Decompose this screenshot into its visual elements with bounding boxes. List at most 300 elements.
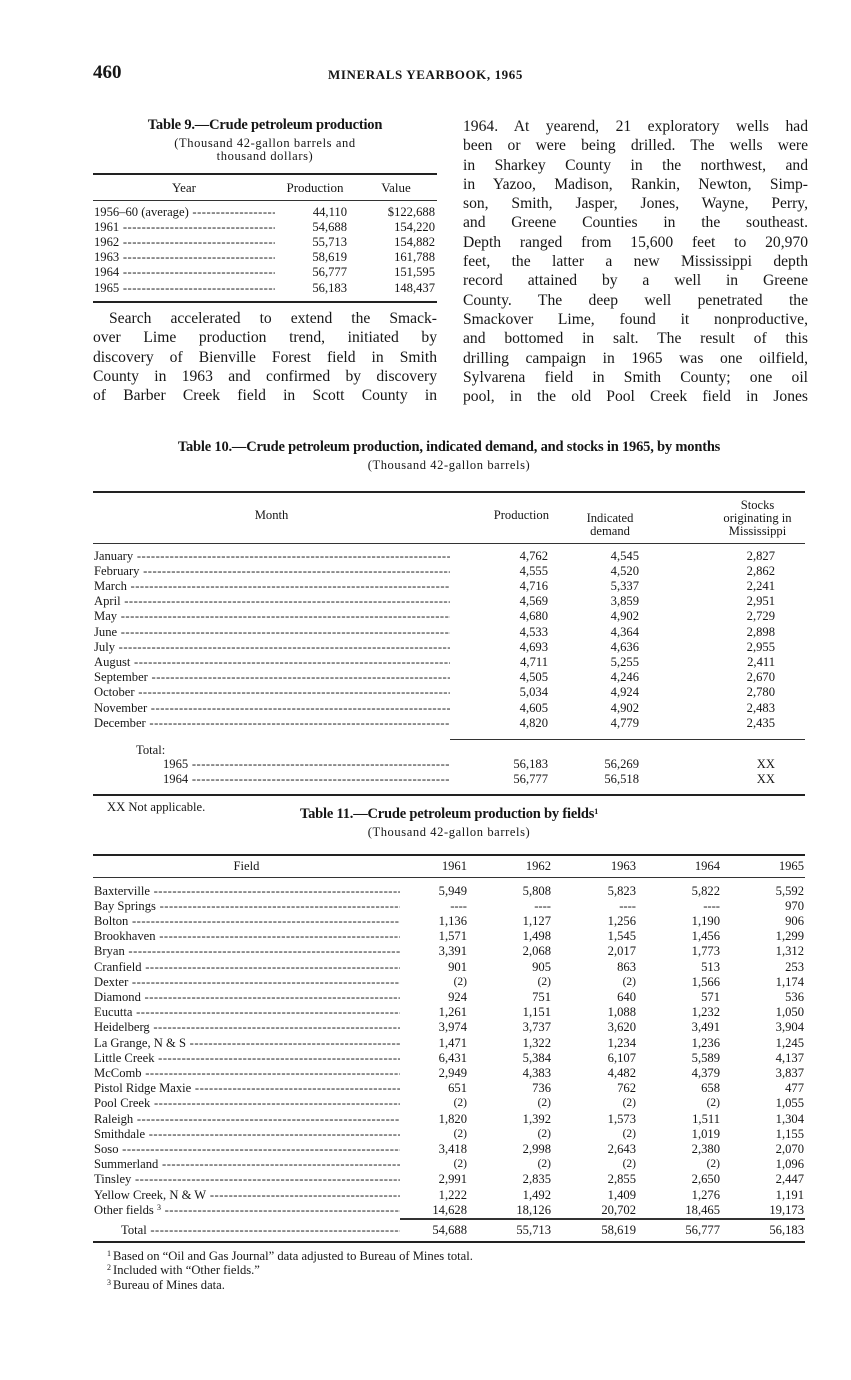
col-header-1964: 1964	[694, 858, 720, 873]
running-title: MINERALS YEARBOOK, 1965	[328, 67, 523, 82]
text-line: 1964. At yearend, 21 exploratory wells had	[463, 118, 808, 135]
table-row	[93, 1096, 805, 1111]
field-name: Dexter	[94, 974, 129, 989]
month-cell: November -----	[93, 701, 450, 716]
demand-cell: 3,859	[610, 594, 639, 609]
spacer	[93, 731, 450, 740]
value-cell-1964: 3,491	[691, 1020, 720, 1035]
table-9	[93, 117, 437, 303]
production-cell: 4,711	[520, 655, 548, 670]
footnote-ref-cell-1964: (2)	[706, 1158, 720, 1171]
table-row	[93, 1188, 805, 1203]
table-row	[93, 640, 805, 655]
value-cell-1962: 1,322	[522, 1035, 551, 1050]
table-row	[93, 757, 805, 772]
table-row	[93, 200, 437, 220]
value-cell: 161,788	[394, 250, 435, 265]
production-cell: 58,619	[312, 250, 347, 265]
value-cell-1961: 924	[448, 989, 467, 1004]
value-cell-1964: 1,236	[691, 1035, 720, 1050]
demand-cell: 4,779	[610, 715, 639, 730]
field-name: Raleigh	[94, 1111, 134, 1126]
table-10	[93, 439, 805, 814]
total-cell-1961: 54,688	[400, 1219, 468, 1238]
field-cell	[93, 1051, 400, 1066]
month-cell: July -----	[93, 640, 450, 655]
table-row	[93, 250, 437, 265]
table-10-subtitle: (Thousand 42-gallon barrels)	[367, 458, 531, 472]
footnote-ref-cell-1963: (2)	[622, 1158, 636, 1171]
value-cell-1963: 863	[617, 959, 636, 974]
text-line: Smackover Lime, found it nonproductive,	[463, 310, 808, 328]
production-cell: 44,110	[312, 204, 347, 219]
table-11	[93, 806, 805, 1292]
stocks-cell: 2,780	[746, 685, 775, 700]
year-cell: 1963 -----	[93, 250, 275, 265]
demand-cell: 4,902	[610, 700, 639, 715]
table-row	[93, 944, 805, 959]
value-cell-1965: 1,155	[775, 1126, 804, 1141]
value-cell-1965: 4,137	[775, 1050, 804, 1065]
table-row	[93, 235, 437, 250]
value-cell-1964: 658	[701, 1081, 720, 1096]
table-10-grid	[93, 491, 805, 788]
field-name: Diamond	[94, 989, 141, 1004]
value-cell-1965: 1,299	[775, 929, 804, 944]
value-cell-1965: 5,592	[775, 883, 804, 898]
value-cell-1963: 20,702	[601, 1202, 636, 1217]
table-9-subtitle-2: thousand dollars)	[216, 149, 314, 163]
production-cell: 4,716	[519, 579, 548, 594]
text-line: Depth ranged from 15,600 feet to 20,970	[463, 233, 808, 251]
field-cell	[93, 1172, 400, 1187]
table-row	[93, 1142, 805, 1157]
value-cell-1962: 751	[532, 989, 551, 1004]
value-cell-1962: 1,392	[522, 1111, 551, 1126]
production-cell: 56,777	[513, 772, 548, 787]
value-cell-1963: 640	[617, 989, 636, 1004]
table-row	[93, 716, 805, 731]
field-name: Summerland	[94, 1157, 159, 1172]
table-row	[93, 877, 805, 899]
production-cell: 4,693	[519, 639, 548, 654]
production-cell: 5,034	[519, 685, 548, 700]
value-cell-1965: 1,245	[775, 1035, 804, 1050]
value-cell: $122,688	[387, 204, 435, 219]
footnote-ref-cell-1961: (2)	[453, 975, 467, 988]
table-11-subtitle: (Thousand 42-gallon barrels)	[367, 825, 531, 839]
month-cell: February -----	[93, 564, 450, 579]
col-header-production: Production	[286, 179, 344, 195]
production-cell: 56,183	[513, 757, 548, 772]
table-row	[93, 609, 805, 624]
table-row	[93, 579, 805, 594]
stocks-header-line2: originating in	[723, 511, 792, 526]
month-cell: June -----	[93, 625, 450, 640]
value-cell-1962: 5,384	[522, 1050, 551, 1065]
value-cell-1965: 1,096	[775, 1157, 804, 1172]
col-header-field: Field	[233, 858, 260, 873]
value-cell-1963: ----	[619, 898, 636, 913]
col-header-demand	[550, 492, 640, 543]
col-header-1965: 1965	[778, 858, 804, 873]
footnote-ref-cell-1962: (2)	[537, 975, 551, 988]
value-cell-1964: 1,566	[691, 974, 720, 989]
footnote	[107, 1263, 805, 1277]
table-row	[93, 1081, 805, 1096]
text-line: County in 1963 and confirmed by discovery	[93, 367, 437, 385]
footnote-ref-cell-1962: (2)	[537, 1097, 551, 1110]
text-line: and Greene Counties in the southeast.	[463, 214, 808, 232]
value-cell-1964: 2,650	[691, 1172, 720, 1187]
text-line: County. The deep well penetrated the	[463, 291, 808, 309]
value-cell-1965: 906	[785, 913, 804, 928]
value-cell-1963: 4,482	[607, 1065, 636, 1080]
table-row	[93, 1172, 805, 1187]
text-line: of Barber Creek field in Scott County in	[93, 387, 437, 405]
table-9-grid	[93, 173, 437, 296]
value-cell-1962: 3,737	[522, 1020, 551, 1035]
production-cell: 56,777	[312, 265, 347, 280]
value-cell-1962: 18,126	[516, 1202, 551, 1217]
value-cell-1961: 651	[448, 1081, 467, 1096]
value-cell-1965: 19,173	[769, 1202, 804, 1217]
field-name: Bolton	[94, 913, 129, 928]
production-cell: 4,533	[519, 624, 548, 639]
production-cell: 54,688	[312, 219, 347, 234]
value-cell-1961: 1,471	[438, 1035, 467, 1050]
table-row	[93, 655, 805, 670]
table-row	[93, 960, 805, 975]
value-cell-1965: 3,904	[775, 1020, 804, 1035]
table-row	[93, 1005, 805, 1020]
table-row	[93, 914, 805, 929]
field-name: McComb	[94, 1065, 142, 1080]
month-cell: March -----	[93, 579, 450, 594]
table-row	[93, 625, 805, 640]
value-cell-1961: 1,820	[438, 1111, 467, 1126]
table-row	[93, 772, 805, 787]
total-label: Total:	[136, 743, 166, 758]
value-cell-1961: 1,222	[438, 1187, 467, 1202]
stocks-cell: 2,411	[747, 655, 775, 670]
footnote-ref-cell-1961: (2)	[453, 1158, 467, 1171]
value-cell-1963: 1,573	[607, 1111, 636, 1126]
value-cell-1965: 1,050	[775, 1005, 804, 1020]
value-cell-1963: 2,017	[607, 944, 636, 959]
footnote-mark: 2	[107, 1263, 111, 1273]
col-header-production: Production	[493, 507, 549, 522]
month-cell: September -----	[93, 670, 450, 685]
total-cell-1965: 56,183	[721, 1219, 805, 1238]
demand-cell: 4,636	[610, 639, 639, 654]
field-cell	[93, 1188, 400, 1203]
table-row	[93, 685, 805, 700]
field-name: Smithdale	[94, 1126, 146, 1141]
field-cell	[93, 1142, 400, 1157]
table-row	[93, 1020, 805, 1035]
stocks-cell: 2,951	[746, 594, 775, 609]
col-header-year: Year	[172, 179, 196, 195]
table-row	[93, 543, 805, 564]
table-row	[93, 975, 805, 990]
value-cell-1964: 513	[701, 959, 720, 974]
footnote	[107, 1278, 805, 1292]
field-cell	[93, 929, 400, 944]
field-name: Eucutta	[94, 1005, 133, 1020]
table-row	[93, 899, 805, 914]
text-line: son, Smith, Jasper, Jones, Wayne, Perry,	[463, 195, 808, 213]
table-11-title	[93, 806, 805, 823]
value-cell: 151,595	[394, 265, 435, 280]
year-cell: 1965 -----	[93, 281, 275, 296]
text-line: in Sharkey County in the northwest, and	[463, 156, 808, 174]
demand-header-line2: demand	[590, 524, 630, 539]
month-cell: December -----	[93, 716, 450, 731]
total-label-row	[93, 740, 805, 758]
value-cell-1963: 1,234	[607, 1035, 636, 1050]
table-11-bottom-rule	[93, 1241, 805, 1243]
value-cell: 154,882	[394, 234, 435, 249]
col-header-1961: 1961	[441, 858, 467, 873]
table-9-title: Table 9.—Crude petroleum production	[147, 117, 383, 133]
production-cell: 4,555	[519, 563, 548, 578]
field-cell	[93, 1081, 400, 1096]
demand-cell: 4,545	[610, 548, 639, 563]
value-cell-1962: 736	[532, 1081, 551, 1096]
text-line: Search accelerated to extend the Smack-	[109, 310, 437, 327]
value-cell-1963: 1,256	[607, 913, 636, 928]
year-cell: 1956–60 (average) -----	[93, 200, 275, 220]
value-cell-1964: 1,019	[691, 1126, 720, 1141]
value-cell-1962: 2,998	[522, 1141, 551, 1156]
stocks-cell: 2,898	[746, 624, 775, 639]
value-cell-1965: 2,070	[775, 1141, 804, 1156]
value-cell-1961: ----	[450, 898, 467, 913]
table-9-bottom-rule	[93, 301, 437, 303]
value-cell-1962: 1,492	[522, 1187, 551, 1202]
field-footnote-mark: 3	[156, 1203, 161, 1213]
title-footnote-mark: 1	[594, 807, 599, 816]
year-cell: 1962 -----	[93, 235, 275, 250]
value-cell-1963: 5,823	[607, 883, 636, 898]
table-10-bottom-rule	[93, 794, 805, 796]
value-cell-1964: 18,465	[685, 1202, 720, 1217]
demand-cell: 4,924	[610, 685, 639, 700]
value-cell-1965: 970	[785, 898, 804, 913]
table-row	[93, 594, 805, 609]
value-cell-1965: 2,447	[775, 1172, 804, 1187]
footnote-text: Bureau of Mines data.	[113, 1277, 225, 1292]
footnote-ref-cell-1963: (2)	[622, 975, 636, 988]
stocks-cell: 2,955	[746, 639, 775, 654]
footnote-ref-cell-1963: (2)	[622, 1097, 636, 1110]
footnote-text: Included with “Other fields.”	[113, 1263, 260, 1278]
field-cell	[93, 1096, 400, 1111]
production-cell: 56,183	[312, 280, 347, 295]
month-cell: 1964 -----	[93, 772, 450, 787]
total-row	[93, 1219, 805, 1238]
table-row	[93, 1036, 805, 1051]
year-cell: 1964 -----	[93, 265, 275, 280]
table-row	[93, 670, 805, 685]
footnote-ref-cell-1961: (2)	[453, 1127, 467, 1140]
stocks-cell: 2,827	[746, 548, 775, 563]
value-cell-1962: 1,151	[522, 1005, 551, 1020]
production-cell: 4,505	[519, 670, 548, 685]
field-name: Soso	[94, 1141, 119, 1156]
value-cell-1963: 1,409	[607, 1187, 636, 1202]
value-cell-1961: 1,136	[438, 913, 467, 928]
value-cell-1963: 6,107	[607, 1050, 636, 1065]
col-header-1962: 1962	[525, 858, 551, 873]
value-cell-1964: 571	[701, 989, 720, 1004]
value-cell: 154,220	[394, 219, 435, 234]
month-cell: August -----	[93, 655, 450, 670]
value-cell-1965: 536	[785, 989, 804, 1004]
right-paragraph	[463, 117, 808, 406]
demand-cell: 4,246	[610, 670, 639, 685]
field-name: Baxterville	[94, 883, 150, 898]
value-cell-1962: ----	[534, 898, 551, 913]
field-cell	[93, 1127, 400, 1142]
text-line: discovery of Bienville Forest field in Smith	[93, 348, 437, 366]
value-cell-1961: 5,949	[438, 883, 467, 898]
table-row	[93, 1127, 805, 1142]
text-line: been or were being drilled. The wells were	[463, 137, 808, 155]
month-cell: May -----	[93, 609, 450, 624]
text-line: in Yazoo, Madison, Rankin, Newton, Simp-	[463, 175, 808, 193]
field-name: Other fields	[94, 1203, 154, 1218]
table-11-grid	[93, 854, 805, 1238]
stocks-header-line1: Stocks	[740, 498, 775, 512]
table-row	[93, 701, 805, 716]
production-cell: 4,680	[519, 609, 548, 624]
table-11-footnotes	[107, 1249, 805, 1292]
total-cell-1963: 58,619	[552, 1219, 637, 1238]
field-cell	[93, 975, 400, 990]
value-cell-1965: 1,055	[775, 1096, 804, 1111]
stocks-cell: 2,241	[746, 579, 775, 594]
demand-cell: 4,364	[610, 624, 639, 639]
table-10-footnote: XX Not applicable.	[107, 799, 206, 814]
production-cell: 4,605	[519, 700, 548, 715]
footnote-ref-cell-1963: (2)	[622, 1127, 636, 1140]
value-cell: 148,437	[394, 280, 435, 295]
value-cell-1964: 1,773	[691, 944, 720, 959]
value-cell-1965: 477	[785, 1081, 804, 1096]
text-line: record attained by a well in Greene	[463, 272, 808, 290]
demand-cell: 4,520	[610, 563, 639, 578]
field-name: Yellow Creek, N & W	[94, 1187, 207, 1202]
table-row	[93, 281, 437, 296]
value-cell-1964: 1,190	[691, 913, 720, 928]
field-cell	[93, 1157, 400, 1172]
col-header-stocks	[640, 492, 805, 543]
text-line: feet, the latter a new Mississippi depth	[463, 253, 808, 271]
table-row	[93, 1112, 805, 1127]
stocks-cell: 2,729	[746, 609, 775, 624]
field-name: Bryan	[94, 944, 125, 959]
field-name: Brookhaven	[94, 929, 156, 944]
field-name: Pistol Ridge Maxie	[94, 1081, 192, 1096]
value-cell-1963: 762	[617, 1081, 636, 1096]
table-row	[93, 265, 437, 280]
field-name: Bay Springs	[94, 898, 156, 913]
field-cell	[93, 1203, 400, 1219]
value-cell-1961: 1,571	[438, 929, 467, 944]
stocks-cell: XX	[756, 757, 775, 772]
value-cell-1964: 4,379	[691, 1065, 720, 1080]
left-paragraph	[93, 309, 437, 405]
total-cell-1962: 55,713	[468, 1219, 552, 1238]
field-cell	[93, 914, 400, 929]
field-name: Cranfield	[94, 959, 142, 974]
total-cell-1964: 56,777	[637, 1219, 721, 1238]
value-cell-1965: 1,312	[775, 944, 804, 959]
month-cell: 1965 -----	[93, 757, 450, 772]
value-cell-1961: 3,391	[438, 944, 467, 959]
field-name: Heidelberg	[94, 1020, 150, 1035]
table-10-title: Table 10.—Crude petroleum production, indicated demand, and stocks in 1965, by months	[177, 439, 721, 455]
value-cell-1964: ----	[703, 898, 720, 913]
value-cell-1964: 1,511	[692, 1111, 720, 1126]
stocks-cell: 2,435	[746, 715, 775, 730]
demand-cell: 4,902	[610, 609, 639, 624]
demand-cell: 5,337	[610, 579, 639, 594]
total-rule	[450, 731, 805, 740]
value-cell-1961: 3,418	[438, 1141, 467, 1156]
text-line: drilling campaign in 1965 was one oilfield,	[463, 349, 808, 367]
stocks-cell: 2,483	[746, 700, 775, 715]
stocks-cell: 2,670	[746, 670, 775, 685]
value-cell-1965: 1,304	[775, 1111, 804, 1126]
value-cell-1964: 1,276	[691, 1187, 720, 1202]
col-header-1963: 1963	[610, 858, 636, 873]
year-cell: 1961 -----	[93, 220, 275, 235]
table-row	[93, 990, 805, 1005]
field-cell	[93, 960, 400, 975]
production-cell: 4,569	[519, 594, 548, 609]
field-cell	[93, 1036, 400, 1051]
field-name: La Grange, N & S	[94, 1035, 186, 1050]
table-row	[93, 1203, 805, 1219]
footnote	[107, 1249, 805, 1263]
value-cell-1962: 2,068	[522, 944, 551, 959]
value-cell-1961: 6,431	[438, 1050, 467, 1065]
table-9-subtitle-1: (Thousand 42-gallon barrels and	[174, 136, 356, 150]
field-cell	[93, 877, 400, 899]
footnote-text: Based on “Oil and Gas Journal” data adjusted to Bureau of Mines total.	[113, 1249, 473, 1264]
total-label: Total -----	[93, 1219, 400, 1238]
table-row	[93, 929, 805, 944]
value-cell-1965: 1,174	[775, 974, 804, 989]
value-cell-1962: 4,383	[522, 1065, 551, 1080]
stocks-cell: XX	[756, 772, 775, 787]
value-cell-1965: 3,837	[775, 1065, 804, 1080]
text-line: over Lime production trend, initiated by	[93, 329, 437, 347]
page-number: 460	[93, 62, 122, 83]
value-cell-1961: 14,628	[432, 1202, 467, 1217]
text-line: Sylvarena field in Smith County; one oil	[463, 368, 808, 386]
value-cell-1962: 905	[532, 959, 551, 974]
value-cell-1962: 1,127	[522, 913, 551, 928]
total-separator	[93, 731, 805, 740]
production-cell: 55,713	[312, 234, 347, 249]
demand-cell: 5,255	[610, 655, 639, 670]
table-row	[93, 220, 437, 235]
field-cell	[93, 1112, 400, 1127]
